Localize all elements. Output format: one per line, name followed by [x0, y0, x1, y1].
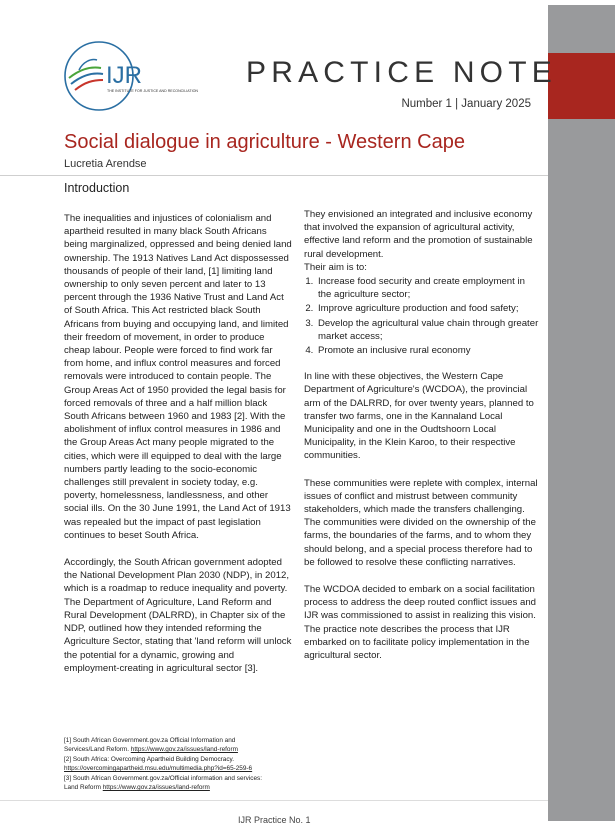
footnote-1-link[interactable]: https://www.gov.za/issues/land-reform	[130, 746, 238, 754]
right-column	[304, 208, 540, 676]
footnotes	[64, 736, 294, 792]
footnote-1-line-2: Services/Land Reform.	[64, 746, 129, 754]
article-headline: Social dialogue in agriculture - Western Cape	[64, 131, 465, 153]
body-paragraph: Accordingly, the South African government adopted the National Development Plan 2030 (NDP), in 2012, which is a roadmap to reduce inequality and poverty. The Department of Agriculture, Land Reform and Rural Development (DALRRD), in Chapter six of the NDP, outlined how they intended reforming the Agriculture Sector, stating that 'land reform will unlock the potential for a dynamic, growing and employment-creating in agricultural sector [3].	[64, 557, 292, 674]
body-paragraph: In line with these objectives, the Western Cape Department of Agriculture's (WCDOA), the provincial arm of the DALRRD, for over twenty years, planned to transfer two farms, one in the Kannaland Local Municipality and one in the Oudtshoorn Local Municipality, in the Klein Karoo, to their respective communities.	[304, 371, 534, 462]
footnote-3-line-2: Land Reform	[64, 784, 101, 792]
list-item: 4. Promote an inclusive rural economy	[316, 344, 540, 357]
article-author: Lucretia Arendse	[64, 158, 147, 170]
aims-list	[304, 275, 540, 357]
ijr-logo	[63, 40, 198, 120]
body-paragraph: These communities were replete with complex, internal issues of conflict and mistrust between community stakeholders, which made the transfers challenging. The communities were divided on the ownership of the farms, the boundaries of the farms, and to whom they should belong, and a special process therefore had to be followed to resolve these conflicting narratives.	[304, 477, 538, 568]
footer-divider	[0, 800, 548, 801]
header-divider	[0, 175, 548, 176]
body-paragraph: The inequalities and injustices of colonialism and apartheid resulted in many black South Africans being marginalized, oppressed and being denied land ownership. The 1913 Natives Land Act dispossessed thousands of people of their land, [1] limiting land ownership to only seven percent and later to 13 percent through the 1936 Native Trust and Land Act of South Africa. This Act restricted black South Africans from buying and occupying land, and limited their freedom of movement, in order to produce cheap labour. People were forced to find work far from home, and influx control measures and forced removals were introduced to contain people. The Group Areas Act of 1950 provided the legal basis for forced removals of three and a half million black South Africans between 1960 and 1983 [2]. With the abolishment of influx control measures in 1986 and the Group Areas Act many people migrated to the cities, which were ill equipped to deal with the large numbers partly leading to the socio-economic challenges still prevalent in society today, e.g. poverty, homelessness, landlessness, and other social ills. On the 30 June 1991, the Land Act of 1913 was repealed but the impact of past legislation continues to beset South Africa.	[64, 213, 292, 541]
body-paragraph: They envisioned an integrated and inclusive economy that involved the expansion of agricultural activity, effective land reform and the promotion of sustainable rural development.	[304, 209, 533, 260]
sidebar-gray-strip	[548, 5, 615, 821]
sidebar-red-block	[548, 53, 615, 119]
list-item: 3. Develop the agricultural value chain through greater market access;	[316, 317, 540, 343]
footnote-3-link[interactable]: https://www.gov.za/issues/land-reform	[102, 784, 210, 792]
list-item: 1. Increase food security and create employment in the agriculture sector;	[316, 275, 540, 301]
publication-title: PRACTICE NOTE	[246, 56, 557, 89]
aims-heading: Their aim is to:	[304, 261, 367, 273]
footnote-3-line-1: [3] South African Government.gov.za/Official information and services:	[64, 774, 262, 782]
footnote-2-line-1: [2] South Africa: Overcoming Apartheid Building Democracy.	[64, 755, 235, 763]
footnote-1-line-1: [1] South African Government.gov.za Official Information and	[64, 737, 236, 744]
section-heading: Introduction	[64, 181, 130, 195]
logo-subtitle: THE INSTITUTE FOR JUSTICE AND RECONCILIATION	[107, 89, 198, 93]
list-item: 2. Improve agriculture production and food safety;	[316, 302, 540, 315]
page-footer: IJR Practice No. 1	[238, 815, 311, 825]
body-paragraph: The WCDOA decided to embark on a social facilitation process to address the deep routed conflict issues and IJR was commissioned to assist in realizing this vision. The practice note describes the process that IJR embarked on to facilitate policy implementation in the agricultural sector.	[304, 584, 536, 662]
issue-number: Number 1 | January 2025	[401, 98, 531, 110]
footnote-2-link[interactable]: https://overcomingapartheid.msu.edu/multimedia.php?id=65-259-6	[64, 765, 253, 773]
logo-text: IJR	[106, 62, 142, 89]
left-column	[64, 212, 292, 689]
